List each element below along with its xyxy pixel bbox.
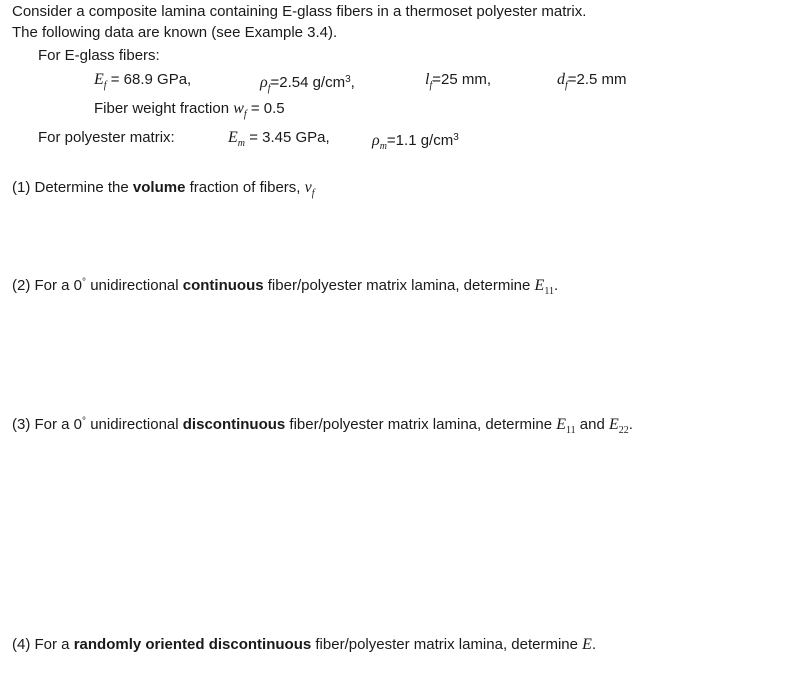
rhom-value: =1.1 g/cm [386, 132, 454, 149]
q3-symbol-2: E [609, 416, 619, 433]
wf-label: Fiber weight fraction [94, 100, 230, 117]
q3-subscript-1: 11 [565, 425, 576, 436]
q1-bold: volume [132, 179, 186, 196]
q3-symbol-1: E [556, 416, 566, 433]
question-2 [12, 274, 558, 301]
rhom-exponent: 3 [453, 132, 459, 143]
ef-value: = 68.9 GPa, [110, 71, 192, 88]
fiber-density [260, 71, 355, 98]
df-symbol: d [557, 71, 565, 88]
q4-bold: randomly oriented discontinuous [73, 636, 312, 653]
q4-end: . [591, 636, 597, 653]
df-subscript: f [565, 80, 568, 91]
fiber-weight-fraction [94, 100, 285, 124]
rhof-symbol: ρ [260, 74, 268, 91]
q3-bold: discontinuous [182, 416, 286, 433]
q3-degree: ° [82, 416, 87, 427]
matrix-density [372, 129, 459, 156]
em-value: = 3.45 GPa, [249, 129, 330, 146]
q3-and: and [575, 416, 609, 433]
q2-symbol: E [534, 277, 545, 294]
ef-subscript: f [103, 80, 107, 91]
fibers-heading: For E-glass fibers: [38, 47, 160, 64]
rhof-subscript: f [267, 83, 271, 94]
wf-subscript: f [243, 109, 247, 120]
q4-text-pre: (4) For a [12, 636, 74, 653]
fiber-modulus [94, 71, 191, 95]
rhof-value: =2.54 g/cm [270, 74, 346, 91]
em-symbol: E [228, 129, 238, 146]
intro-line-2: The following data are known (see Example 3.4). [12, 24, 338, 41]
intro-line-1: Consider a composite lamina containing E-glass fibers in a thermoset polyester matrix. [12, 3, 587, 20]
q3-text-pre: (3) For a 0 [12, 416, 83, 433]
lf-subscript: f [429, 80, 433, 91]
question-3 [12, 413, 633, 440]
q4-symbol: E [582, 636, 592, 653]
q2-bold: continuous [182, 277, 264, 294]
q2-text-post: fiber/polyester matrix lamina, determine [263, 277, 535, 294]
matrix-label: For polyester matrix: [38, 129, 175, 146]
rhom-subscript: m [379, 141, 387, 152]
q1-subscript: f [311, 188, 315, 199]
q2-degree: ° [82, 277, 87, 288]
question-1 [12, 179, 315, 203]
q4-text-post: fiber/polyester matrix lamina, determine [311, 636, 583, 653]
lf-symbol: l [425, 71, 430, 88]
rhof-tail: , [350, 74, 355, 91]
question-4 [12, 636, 596, 654]
lf-value: =25 mm, [432, 71, 492, 88]
ef-symbol: E [94, 71, 104, 88]
q2-end: . [553, 277, 559, 294]
q2-subscript: 11 [544, 286, 554, 297]
q2-text-pre: (2) For a 0 [12, 277, 83, 294]
wf-value: = 0.5 [250, 100, 285, 117]
df-value: =2.5 mm [567, 71, 627, 88]
q2-text-mid: unidirectional [86, 277, 183, 294]
rhom-symbol: ρ [372, 132, 380, 149]
fiber-diameter [557, 71, 627, 95]
q1-text-pre: (1) Determine the [12, 179, 133, 196]
matrix-modulus [228, 129, 330, 153]
q3-text-post: fiber/polyester matrix lamina, determine [285, 416, 557, 433]
em-subscript: m [237, 138, 246, 149]
q3-text-mid: unidirectional [86, 416, 183, 433]
rhof-exponent: 3 [345, 74, 351, 85]
q3-subscript-2: 22 [618, 425, 629, 436]
fiber-length [425, 71, 491, 95]
wf-symbol: w [233, 100, 244, 117]
q3-end: . [628, 416, 633, 433]
q1-text-post: fraction of fibers, [185, 179, 305, 196]
q1-symbol: v [304, 179, 312, 196]
